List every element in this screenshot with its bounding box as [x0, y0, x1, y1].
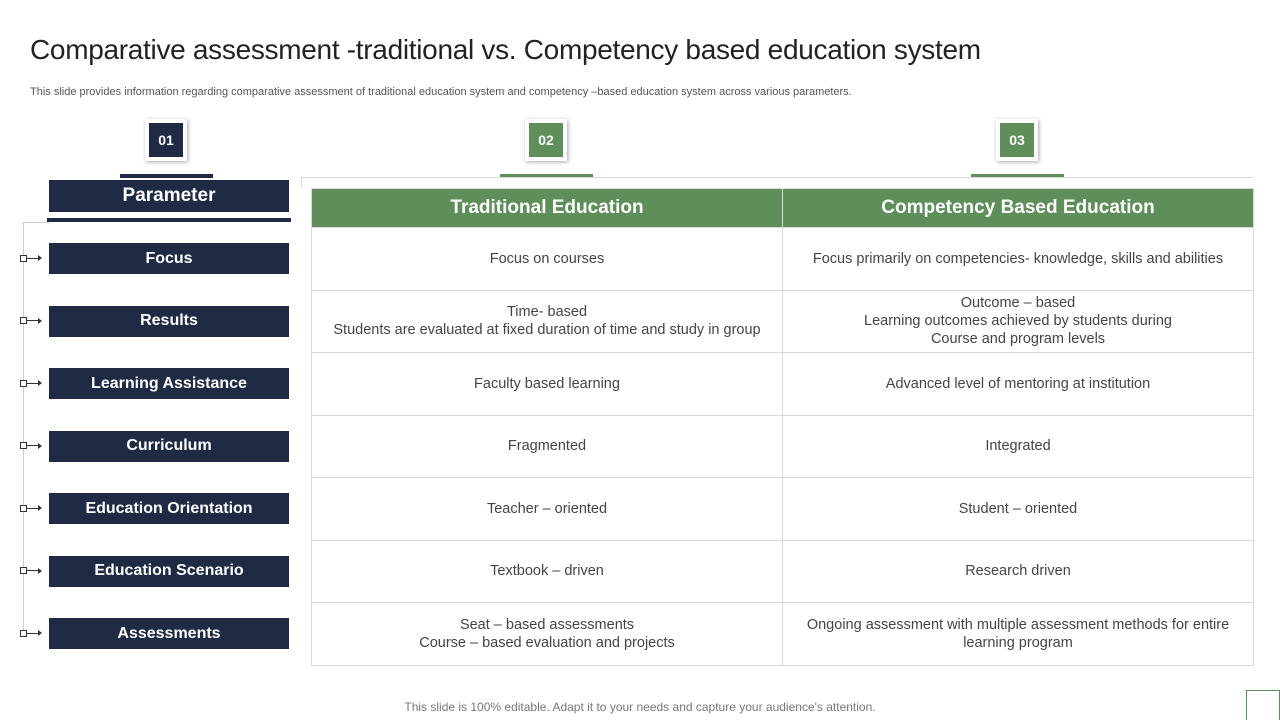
cell-text-line: Fragmented [507, 438, 587, 455]
cell-text-line: Learning outcomes achieved by students during [864, 313, 1172, 330]
table-row [312, 603, 1254, 666]
parameter-label: Focus [49, 243, 289, 274]
traditional-cell [312, 415, 783, 478]
divider-line [301, 177, 302, 187]
traditional-cell [312, 228, 783, 291]
cell-text-line: Outcome – based [960, 295, 1076, 312]
table-row [312, 353, 1254, 416]
cell-text-line: Research driven [965, 563, 1071, 580]
footer-note: This slide is 100% editable. Adapt it to your needs and capture your audience's attention. [404, 700, 876, 714]
competency-cell [783, 415, 1254, 478]
arrow-connector-icon [20, 566, 44, 576]
parameter-label: Education Scenario [49, 556, 289, 587]
cell-text-line: Faculty based learning [474, 375, 620, 392]
step-badge-03 [996, 119, 1038, 161]
arrow-connector-icon [20, 378, 44, 388]
parameter-label: Curriculum [49, 431, 289, 462]
cell-text-line: learning program [963, 634, 1073, 651]
traditional-cell [312, 478, 783, 541]
cell-text-line: Student – oriented [958, 500, 1078, 517]
parameter-label: Assessments [49, 618, 289, 649]
competency-cell [783, 228, 1254, 291]
cell-text-line: Ongoing assessment with multiple assessment methods for entire [806, 616, 1230, 633]
table-row [312, 478, 1254, 541]
arrow-connector-icon [20, 253, 44, 263]
badge-number: 02 [529, 123, 563, 157]
cell-text-line: Course – based evaluation and projects [419, 634, 675, 651]
parameter-header: Parameter [49, 180, 289, 212]
table-header-row [312, 189, 1254, 228]
parameter-underline [47, 218, 291, 222]
cell-text-line: Course and program levels [930, 331, 1106, 348]
cell-text-line: Textbook – driven [490, 563, 604, 580]
table-row [312, 415, 1254, 478]
traditional-cell [312, 540, 783, 603]
header-traditional-education: Traditional Education [312, 189, 783, 228]
step-badge-02 [525, 119, 567, 161]
cell-text-line: Students are evaluated at fixed duration of time and study in group [333, 322, 761, 339]
corner-decoration [1246, 690, 1280, 720]
badge-number: 03 [1000, 123, 1034, 157]
cell-text-line: Focus on courses [489, 250, 605, 267]
competency-cell [783, 603, 1254, 666]
table-row [312, 540, 1254, 603]
competency-cell [783, 290, 1254, 353]
cell-text-line: Seat – based assessments [459, 616, 635, 633]
cell-text-line: Advanced level of mentoring at institution [885, 375, 1151, 392]
connector-spine-top [23, 222, 49, 223]
arrow-connector-icon [20, 628, 44, 638]
header-competency-based-education: Competency Based Education [783, 189, 1254, 228]
cell-text-line: Integrated [985, 438, 1051, 455]
competency-cell [783, 540, 1254, 603]
step-badge-01 [145, 119, 187, 161]
parameter-label: Learning Assistance [49, 368, 289, 399]
table-row [312, 290, 1254, 353]
page-title: Comparative assessment -traditional vs. Competency based education system [30, 34, 981, 65]
traditional-cell [312, 353, 783, 416]
page-subtitle: This slide provides information regarding comparative assessment of traditional education system and competency –based education system across various parameters. [30, 86, 852, 98]
parameter-label: Results [49, 306, 289, 337]
divider-line [301, 177, 1253, 178]
competency-cell [783, 478, 1254, 541]
table-row [312, 228, 1254, 291]
traditional-cell [312, 603, 783, 666]
comparison-table [311, 188, 1254, 666]
arrow-connector-icon [20, 503, 44, 513]
parameter-label: Education Orientation [49, 493, 289, 524]
badge-underline-01 [120, 174, 213, 178]
competency-cell [783, 353, 1254, 416]
cell-text-line: Time- based [506, 304, 588, 321]
badge-number: 01 [149, 123, 183, 157]
cell-text-line: Teacher – oriented [486, 500, 608, 517]
arrow-connector-icon [20, 316, 44, 326]
traditional-cell [312, 290, 783, 353]
cell-text-line: Focus primarily on competencies- knowledge, skills and abilities [812, 250, 1224, 267]
arrow-connector-icon [20, 441, 44, 451]
